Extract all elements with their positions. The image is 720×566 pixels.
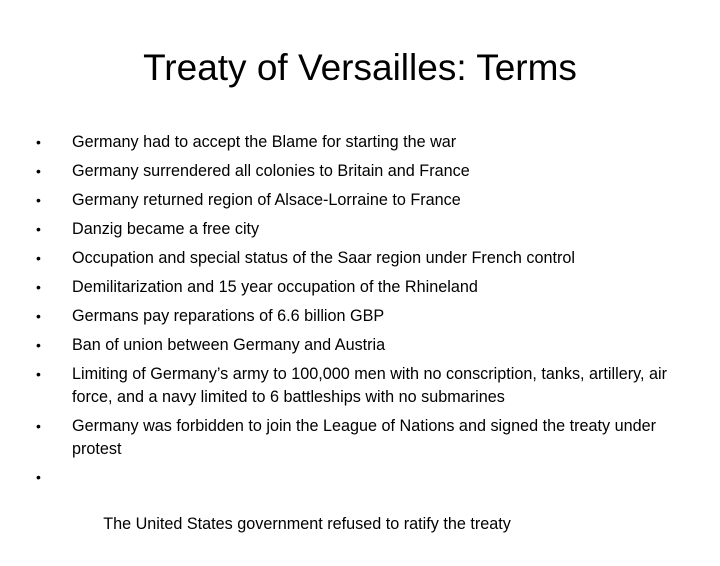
- bullet-item: [36, 131, 696, 155]
- bullet-text: Germans pay reparations of 6.6 billion GBP: [72, 307, 385, 325]
- bullet-item: [36, 160, 696, 184]
- bullet-text: Limiting of Germany’s army to 100,000 men with no conscription, tanks, artillery, air force, and a navy limited to 6 battleships with no submarines: [72, 365, 667, 406]
- bullet-text: Germany was forbidden to join the League of Nations and signed the treaty under protest: [72, 416, 657, 458]
- bullet-text: Danzig became a free city: [72, 220, 260, 238]
- bullet-item: [36, 305, 696, 329]
- bullet-text: Ban of union between Germany and Austria: [72, 336, 386, 354]
- bullet-text: Germany surrendered all colonies to Britain and France: [72, 162, 470, 180]
- bullet-text: Germany returned region of Alsace-Lorraine to France: [72, 191, 461, 209]
- bullet-item: [36, 363, 696, 409]
- bullet-item: [36, 189, 696, 213]
- slide-title: Treaty of Versailles: Terms: [143, 47, 577, 88]
- bullet-item: [36, 247, 696, 271]
- bullet-dot-icon: •: [36, 337, 41, 353]
- bullet-dot-icon: •: [36, 192, 41, 208]
- bullet-text: Demilitarization and 15 year occupation of the Rhineland: [72, 278, 478, 296]
- bullet-dot-icon: •: [36, 469, 41, 485]
- bullet-dot-icon: •: [36, 250, 41, 266]
- bullet-dot-icon: •: [36, 221, 41, 237]
- bullet-list: [36, 131, 696, 566]
- bullet-item: [36, 415, 696, 461]
- bullet-text: Germany had to accept the Blame for starting the war: [72, 133, 457, 151]
- bullet-dot-icon: •: [36, 279, 41, 295]
- bullet-item: [36, 334, 696, 358]
- bullet-text: The United States government refused to ratify the treaty: [99, 515, 511, 533]
- bullet-item: [36, 276, 696, 300]
- bullet-item: [36, 466, 696, 560]
- bullet-dot-icon: •: [36, 308, 41, 324]
- bullet-dot-icon: •: [36, 134, 41, 150]
- bullet-dot-icon: •: [36, 417, 41, 434]
- bullet-text: Occupation and special status of the Saar region under French control: [72, 249, 576, 267]
- bullet-dot-icon: •: [36, 366, 41, 382]
- bullet-dot-icon: •: [36, 163, 41, 179]
- bullet-item: [36, 218, 696, 242]
